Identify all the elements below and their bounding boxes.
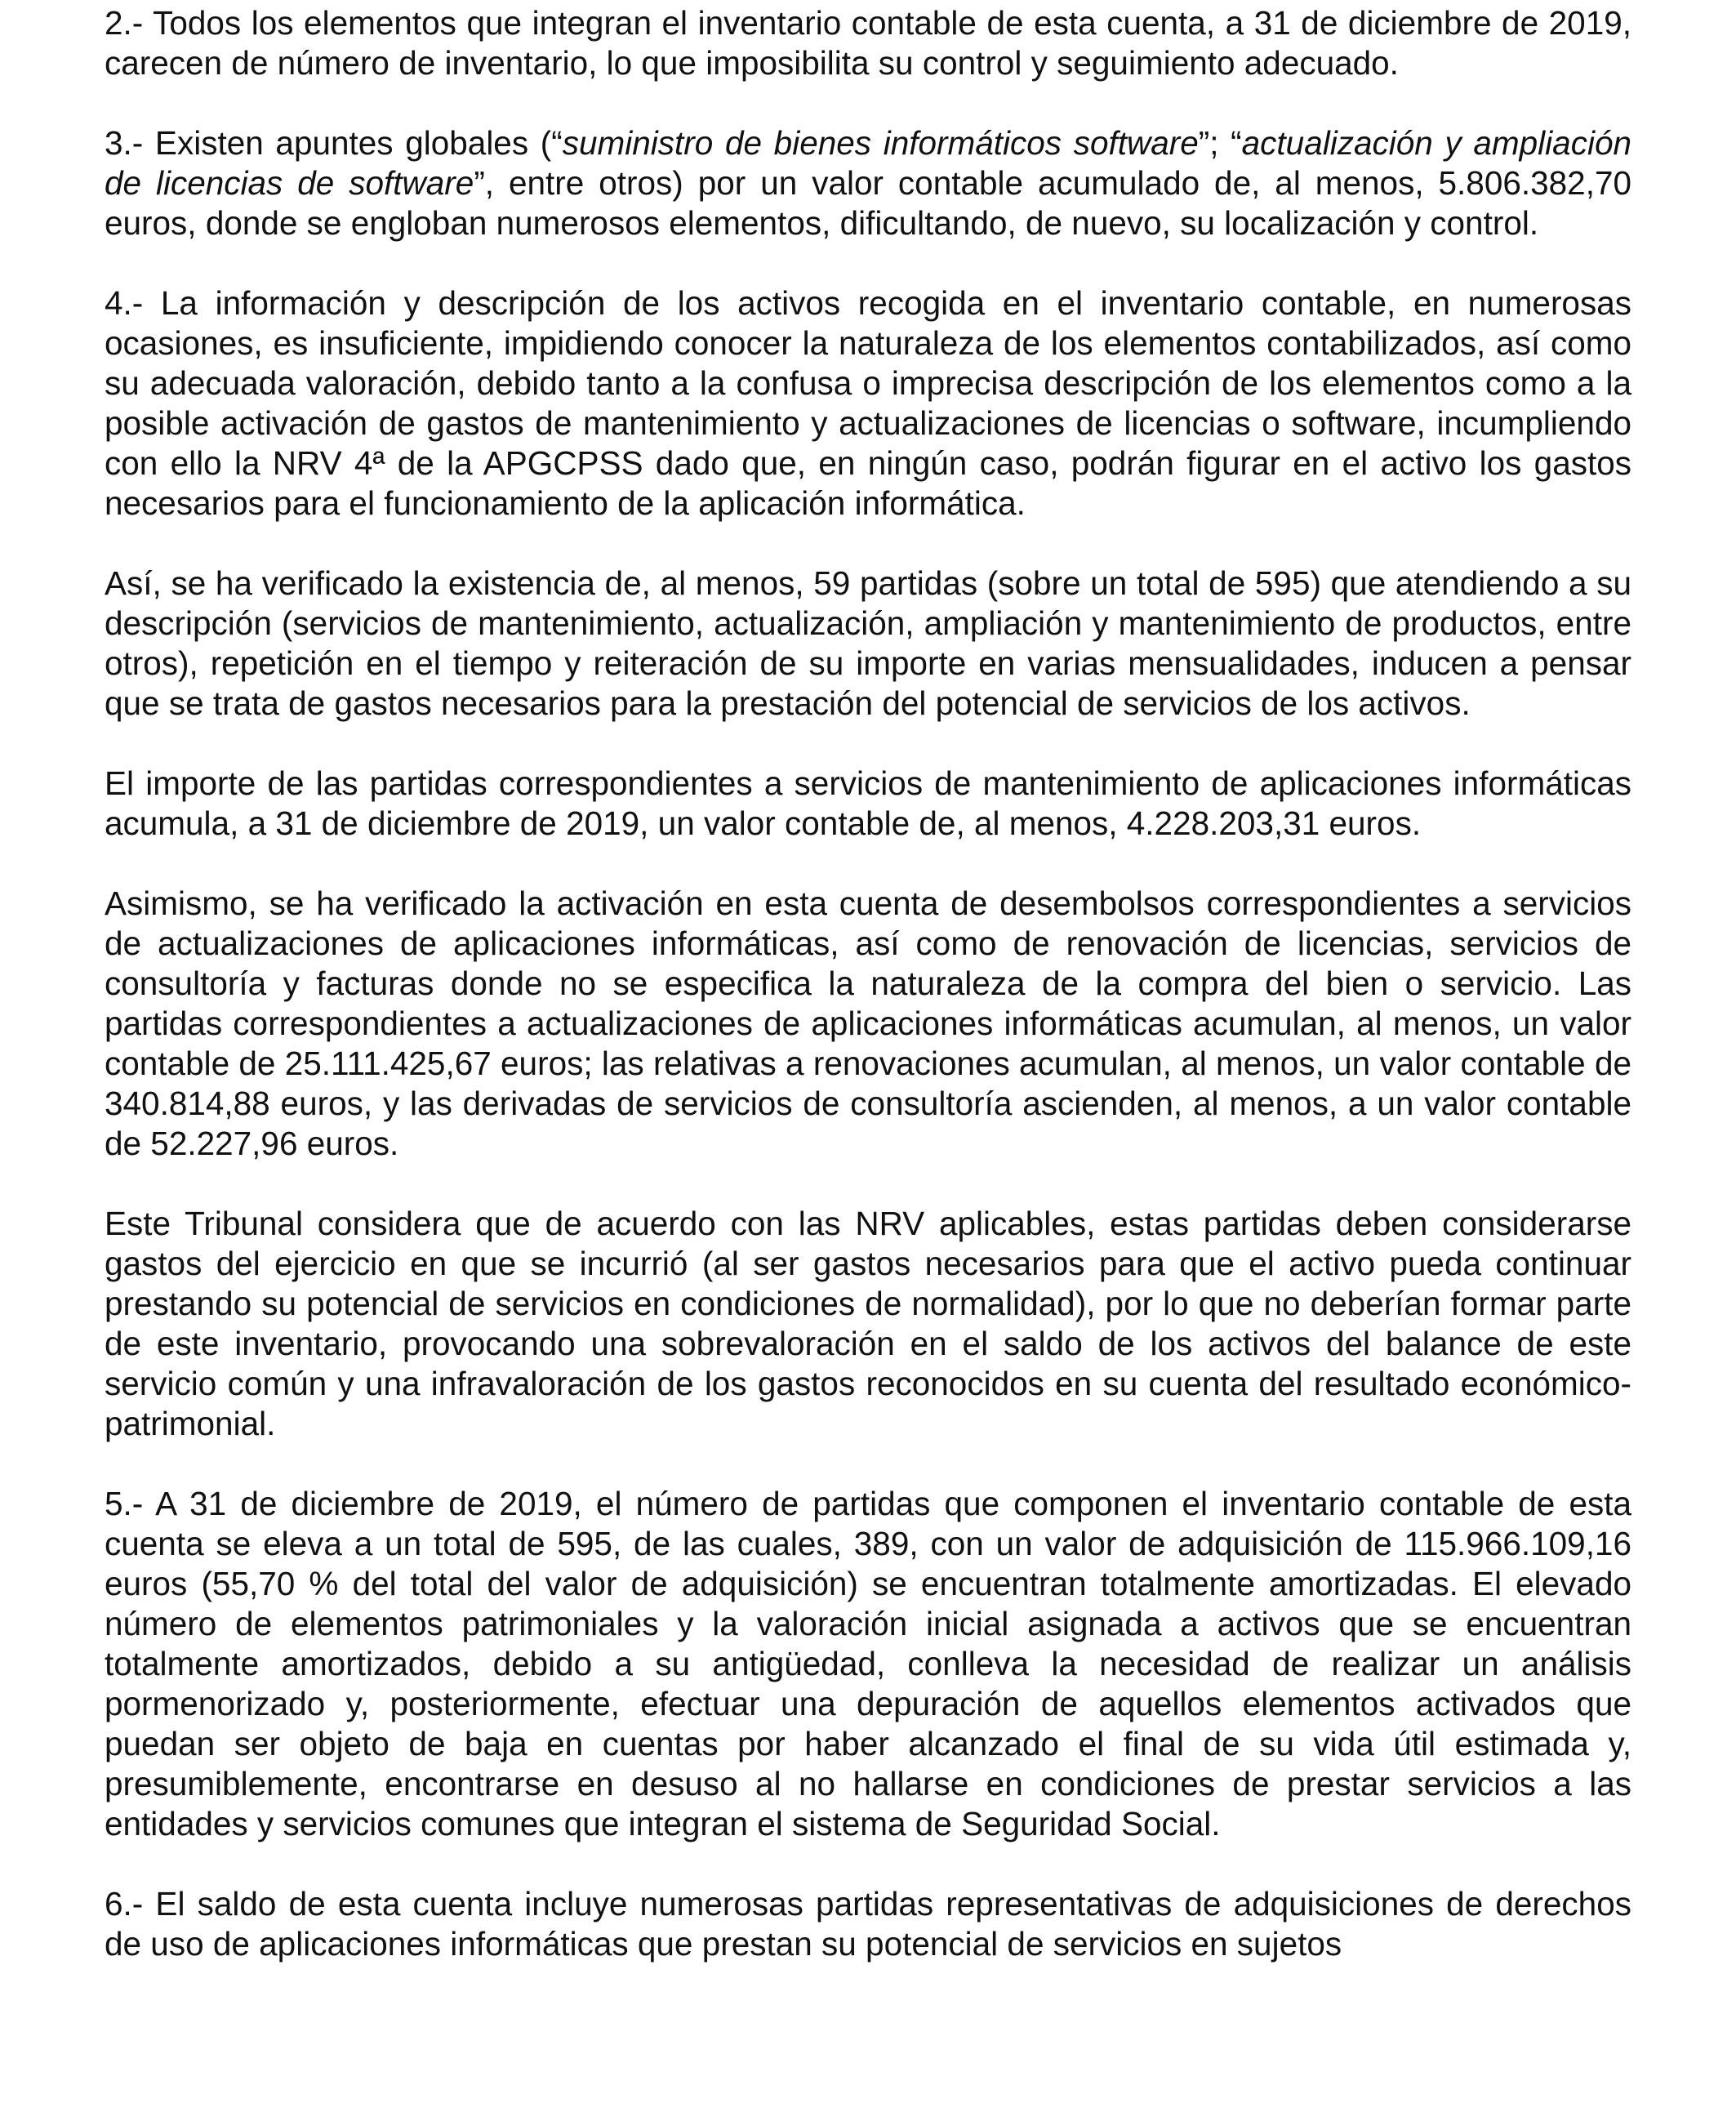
paragraph-item-5: 5.- A 31 de diciembre de 2019, el número de partidas que componen el inventario contable de esta cuenta se eleva a un total de 595, de las cuales, 389, con un valor de adquisición de 115.966.109,16 euros (55,70 % del total del valor de adquisición) se encuentran totalmente amortizadas. El elevado número de elementos patrimoniales y la valoración inicial asignada a activos que se encuentran totalmente amortizados, debido a su antigüedad, conlleva la necesidad de realizar un análisis pormenorizado y, posteriormente, efectuar una depuración de aquellos elementos activados que puedan ser objeto de baja en cuentas por haber alcanzado el final de su vida útil estimada y, presumiblemente, encontrarse en desuso al no hallarse en condiciones de prestar servicios a las entidades y servicios comunes que integran el sistema de Seguridad Social. [105, 1485, 1631, 1842]
item-3-quote-software: suministro de bienes informáticos software [562, 124, 1199, 162]
paragraph-verificacion-partidas: Así, se ha verificado la existencia de, al menos, 59 partidas (sobre un total de 595) que atendiendo a su descripción (servicios de mantenimiento, actualización, ampliación y mantenimiento de productos, entre otros), repetición en el tiempo y reiteración de su importe en varias mensualidades, inducen a pensar que se trata de gastos necesarios para la prestación del potencial de servicios de los activos. [105, 564, 1631, 722]
paragraph-item-2: 2.- Todos los elementos que integran el inventario contable de esta cuenta, a 31 de diciembre de 2019, carecen de número de inventario, lo que imposibilita su control y seguimiento adecuado. [105, 4, 1631, 82]
item-3-quote-licencias: actualización y ampliación de licencias de software [105, 124, 1631, 202]
item-3-text-end: ”, entre otros) por un valor contable acumulado de, al menos, 5.806.382,70 euros, donde se engloban numerosos elementos, dificultando, de nuevo, su localización y control. [105, 164, 1631, 242]
paragraph-importe-mantenimiento: El importe de las partidas correspondientes a servicios de mantenimiento de aplicaciones informáticas acumula, a 31 de diciembre de 2019, un valor contable de, al menos, 4.228.203,31 euros. [105, 764, 1631, 842]
paragraph-consideracion-tribunal: Este Tribunal considera que de acuerdo con las NRV aplicables, estas partidas deben considerarse gastos del ejercicio en que se incurrió (al ser gastos necesarios para que el activo pueda continuar prestando su potencial de servicios en condiciones de normalidad), por lo que no deberían formar parte de este inventario, provocando una sobrevaloración en el saldo de los activos del balance de este servicio común y una infravaloración de los gastos reconocidos en su cuenta del resultado económico-patrimonial. [105, 1205, 1631, 1442]
document-page [105, 3, 1631, 1964]
item-3-text-separator: ”; “ [1198, 124, 1242, 162]
paragraph-item-3 [105, 123, 1631, 243]
paragraph-item-4: 4.- La información y descripción de los activos recogida en el inventario contable, en numerosas ocasiones, es insuficiente, impidiendo conocer la naturaleza de los elementos contabilizados, así como su adecuada valoración, debido tanto a la confusa o imprecisa descripción de los elementos como a la posible activación de gastos de mantenimiento y actualizaciones de licencias o software, incumpliendo con ello la NRV 4ª de la APGCPSS dado que, en ningún caso, podrán figurar en el activo los gastos necesarios para el funcionamiento de la aplicación informática. [105, 284, 1631, 522]
paragraph-item-6: 6.- El saldo de esta cuenta incluye numerosas partidas representativas de adquisiciones de derechos de uso de aplicaciones informáticas que prestan su potencial de servicios en sujetos [105, 1885, 1631, 1963]
paragraph-activacion-desembolsos: Asimismo, se ha verificado la activación en esta cuenta de desembolsos correspondientes a servicios de actualizaciones de aplicaciones informáticas, así como de renovación de licencias, servicios de consultoría y facturas donde no se especifica la naturaleza de la compra del bien o servicio. Las partidas correspondientes a actualizaciones de aplicaciones informáticas acumulan, al menos, un valor contable de 25.111.425,67 euros; las relativas a renovaciones acumulan, al menos, un valor contable de 340.814,88 euros, y las derivadas de servicios de consultoría ascienden, al menos, a un valor contable de 52.227,96 euros. [105, 884, 1631, 1162]
item-3-text-start: 3.- Existen apuntes globales (“ [105, 124, 563, 162]
